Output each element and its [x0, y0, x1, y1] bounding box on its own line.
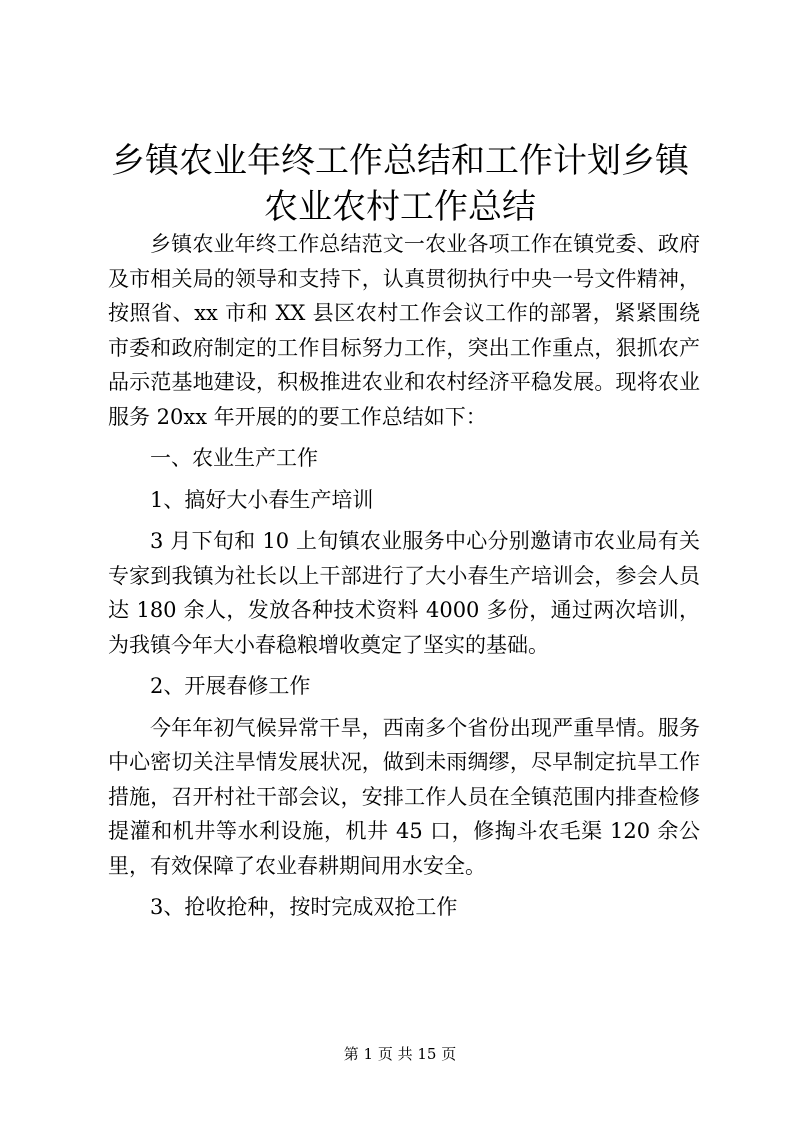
document-title: 乡镇农业年终工作总结和工作计划乡镇农业农村工作总结 [111, 141, 689, 227]
document-body [108, 227, 700, 932]
training-paragraph: 3 月下旬和 10 上旬镇农业服务中心分别邀请市农业局有关专家到我镇为社长以上干部进行了大小春生产培训会，参会人员达 180 余人，发放各种技术资料 4000 多份，通过两次培训，为我镇今年大小春稳粮增收奠定了坚实的基础。 [108, 529, 700, 657]
intro-paragraph: 乡镇农业年终工作总结范文一农业各项工作在镇党委、政府及市相关局的领导和支持下，认真贯彻执行中央一号文件精神，按照省、xx 市和 XX 县区农村工作会议工作的部署，紧紧围绕市委和政府制定的工作目标努力工作，突出工作重点，狠抓农产品示范基地建设，积极推进农业和农村经济平稳发展。现将农业服务 20xx 年开展的的要工作总结如下： [108, 232, 700, 429]
repair-paragraph: 今年年初气候异常干旱，西南多个省份出现严重旱情。服务中心密切关注旱情发展状况，做到未雨绸缪，尽早制定抗旱工作措施，召开村社干部会议，安排工作人员在全镇范围内排查检修提灌和机井等水利设施，机井 45 口，修掏斗农毛渠 120 余公里，有效保障了农业春耕期间用水安全。 [108, 715, 700, 878]
section-heading-agriculture-production: 一、农业生产工作 [150, 446, 318, 470]
page-footer: 第 1 页 共 15 页 [343, 1045, 457, 1063]
subheading-harvest-planting: 3、抢收抢种，按时完成双抢工作 [150, 895, 458, 919]
subheading-spring-repair: 2、开展春修工作 [150, 674, 311, 698]
subheading-spring-training: 1、搞好大小春生产培训 [150, 487, 374, 512]
